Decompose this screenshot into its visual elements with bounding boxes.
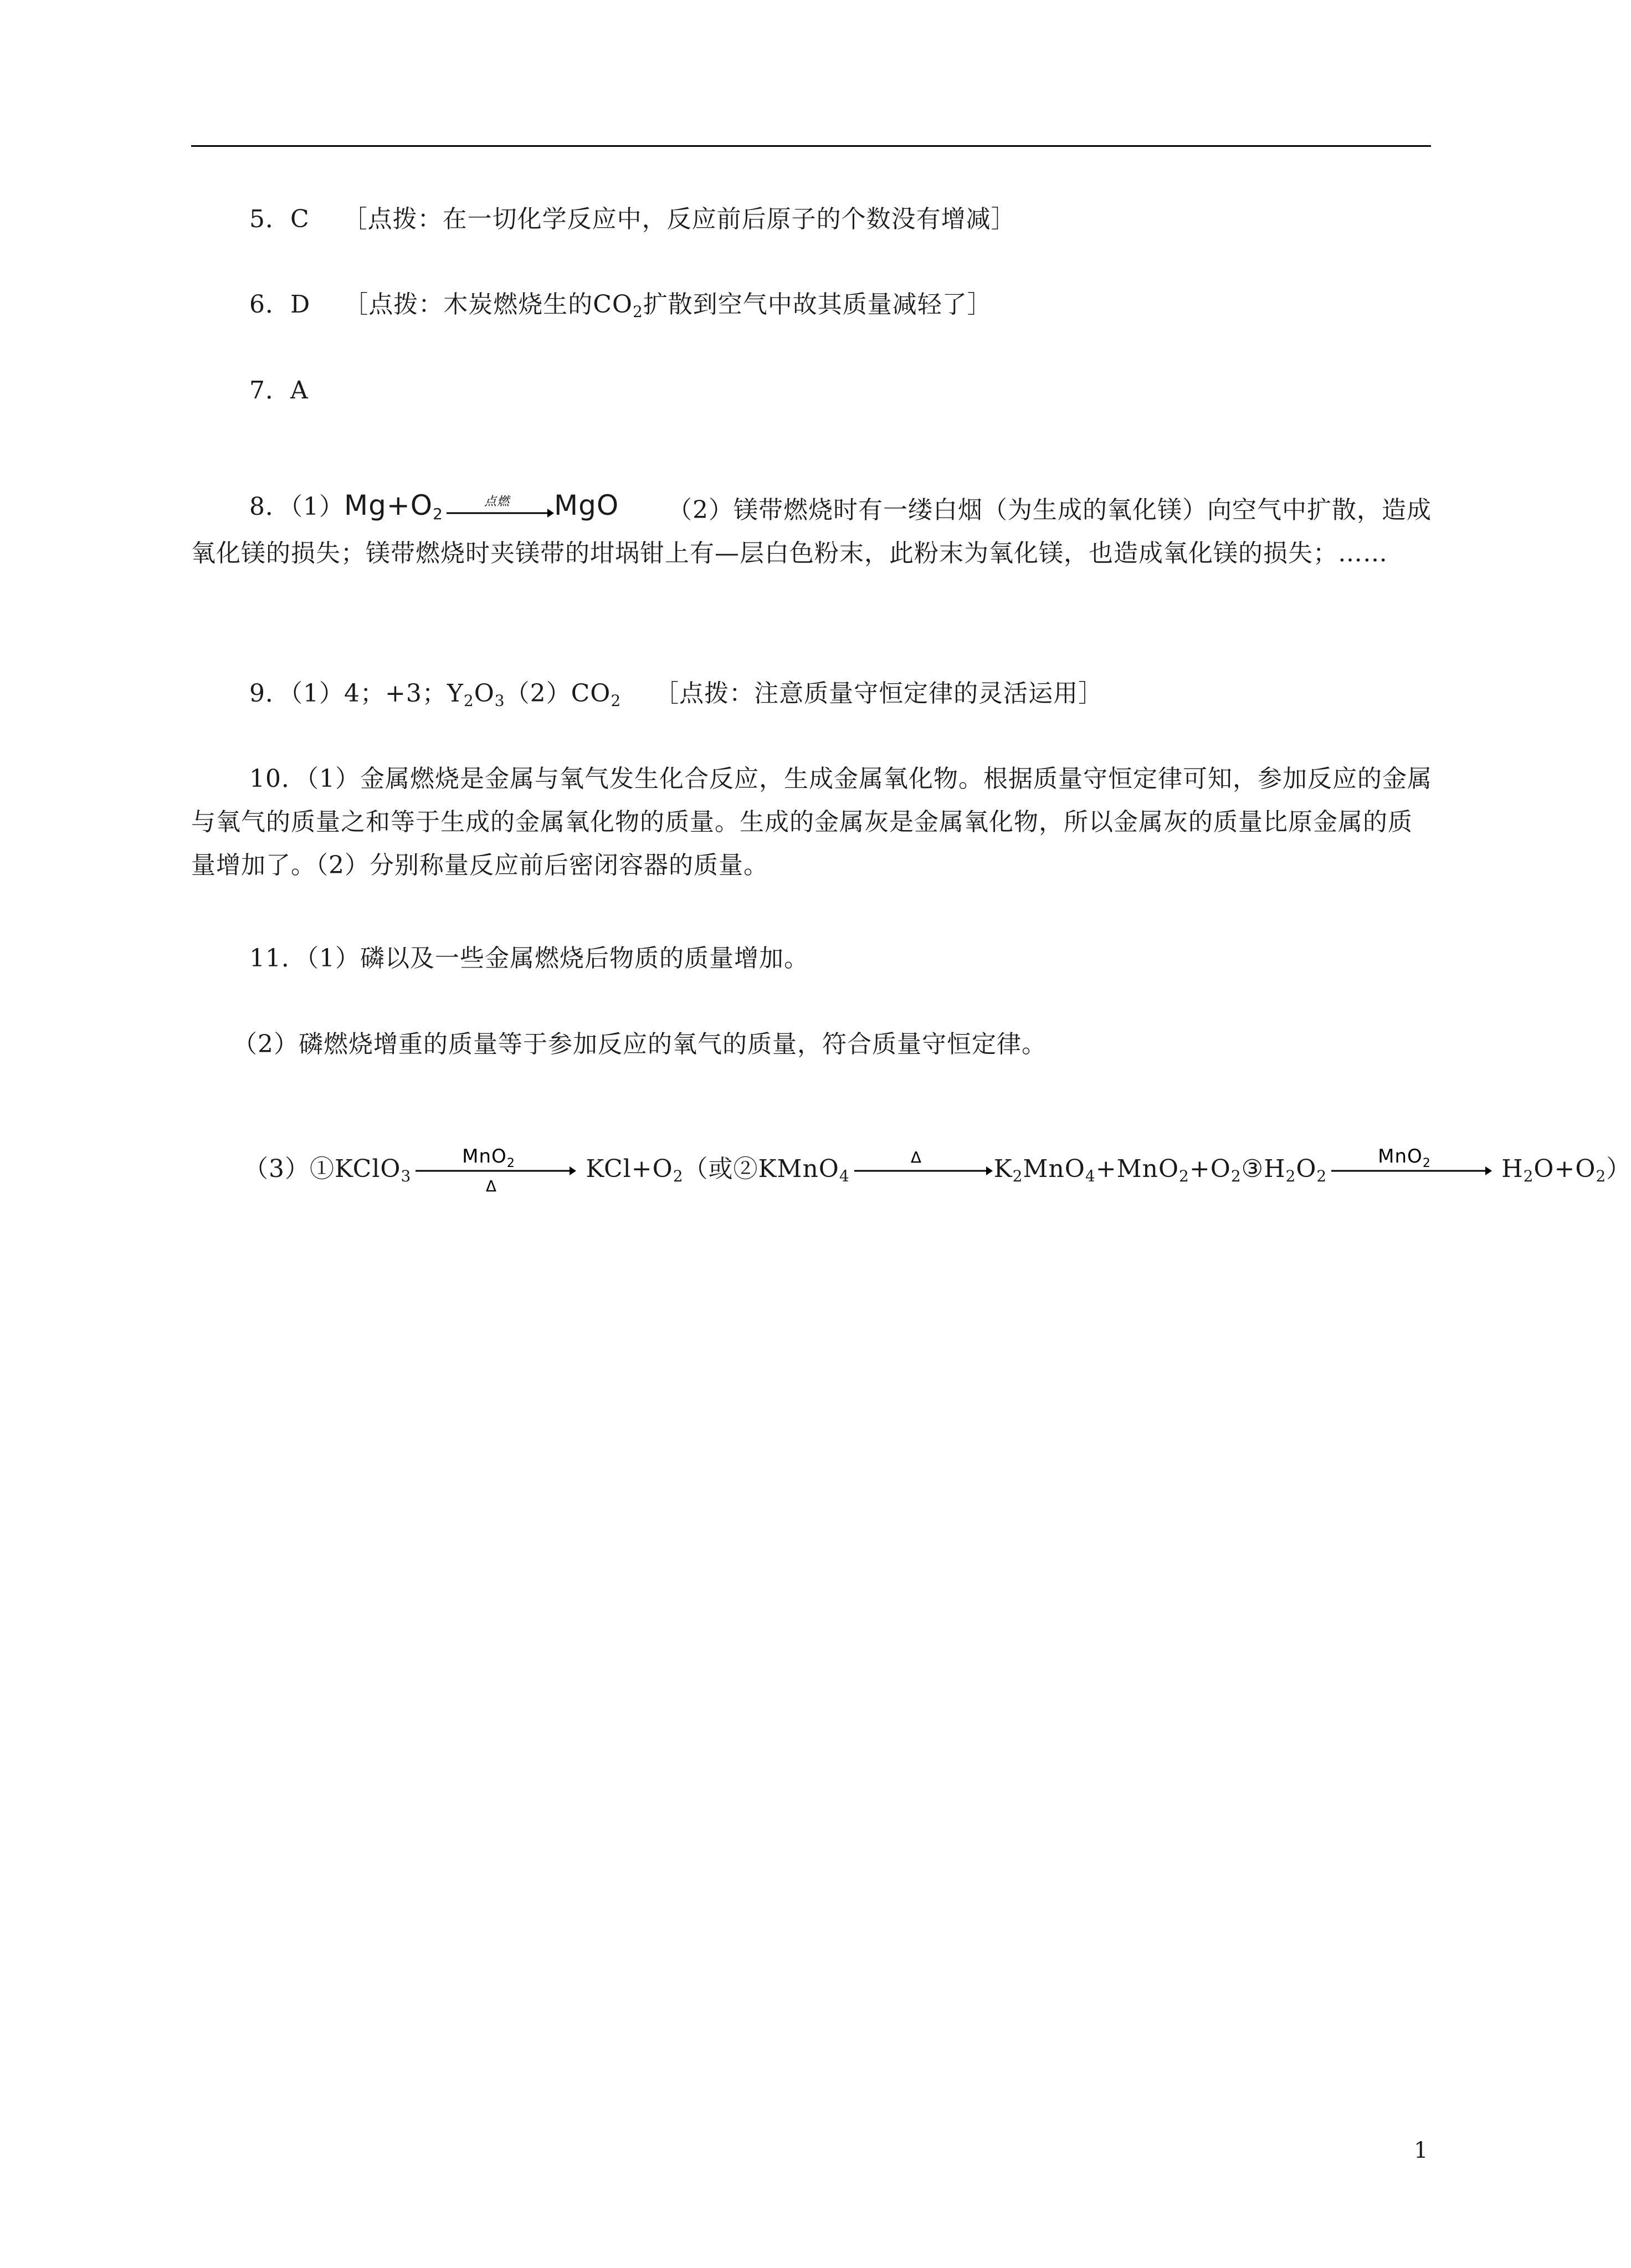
answer-9-o-sub: 3 [494, 692, 505, 710]
h2o2-sub-a: 2 [1285, 1167, 1296, 1185]
answer-5-number: 5．C [249, 205, 310, 233]
h2o2-sub-b: 2 [1316, 1167, 1327, 1185]
answer-9-o: O [474, 679, 495, 708]
h2o-sub: 2 [1523, 1167, 1534, 1185]
answer-11-part2 [233, 1028, 1047, 1061]
h2o-o2-sub: 2 [1596, 1167, 1607, 1185]
k2mno4-sub: 4 [1085, 1167, 1096, 1185]
condition-mno2-2-sub: 2 [1423, 1156, 1432, 1170]
answer-11-part1 [249, 942, 809, 975]
header-rule [191, 145, 1431, 147]
answer-10-text: 10．（1）金属燃烧是金属与氧气发生化合反应，生成金属氧化物。根据质量守恒定律可知，参加反应的金属与氧气的质量之和等于生成的金属氧化物的质量。生成的金属灰是金属氧化物，所以金属灰的质量比原金属的质量增加了。（2）分别称量反应前后密闭容器的质量。 [191, 765, 1432, 879]
answer-8-number: 8．（1） [249, 493, 344, 521]
answer-10 [191, 757, 1432, 887]
answer-6-sub: 2 [632, 303, 643, 321]
kclo3-label: （3）①KClO [244, 1155, 401, 1183]
mg-equation-left-sub: 2 [433, 505, 443, 523]
mg-equation-right: MgO [553, 489, 619, 521]
k2mno4-k: K [993, 1155, 1013, 1183]
mno2-product: +MnO [1095, 1155, 1179, 1183]
answer-9 [249, 677, 1103, 710]
answer-9-hint: ［点拨：注意质量守恒定律的灵活运用］ [654, 679, 1104, 708]
close-paren: ） [1606, 1155, 1631, 1183]
reaction-arrow-mno2-heat [411, 1140, 577, 1201]
mg-equation-left: Mg+O [344, 489, 433, 521]
answer-11-part1-text: 11．（1）磷以及一些金属燃烧后物质的质量增加。 [249, 944, 809, 972]
k2mno4-k-sub: 2 [1012, 1167, 1023, 1185]
answer-11-part3 [244, 1136, 1631, 1202]
answer-7-number: 7．A [249, 376, 309, 405]
h2o-o: O+O [1533, 1155, 1596, 1183]
svg-text:MnO2 [463, 1145, 516, 1170]
page-number: 1 [1414, 2138, 1428, 2163]
answer-11-part2-text: （2）磷燃烧增重的质量等于参加反应的氧气的质量，符合质量守恒定律。 [233, 1030, 1047, 1058]
answer-5 [249, 203, 1016, 236]
answer-6-hint-b: 扩散到空气中故其质量减轻了］ [643, 290, 992, 319]
reaction-condition-ignite: 点燃 [484, 494, 510, 509]
kmno4-label: （或②KMnO [683, 1155, 839, 1183]
condition-mno2-sub: 2 [507, 1156, 516, 1170]
answer-8-text [191, 489, 1432, 575]
answer-9-y-sub: 2 [463, 692, 474, 710]
answer-9-co-sub: 2 [611, 692, 622, 710]
o2-product: +O [1189, 1155, 1231, 1183]
reaction-arrow-heat [850, 1140, 994, 1201]
answer-8-explanation: （2）镁带燃烧时有一缕白烟（为生成的氧化镁）向空气中扩散，造成氧化镁的损失；镁带燃烧时夹镁带的坩埚钳上有—层白色粉末，此粉末为氧化镁，也造成氧化镁的损失；…… [191, 496, 1432, 567]
o2-product-sub: 2 [1230, 1167, 1242, 1185]
condition-mno2-2: MnO [1378, 1145, 1423, 1168]
kmno4-sub: 4 [839, 1167, 850, 1185]
kclo3-sub: 3 [401, 1167, 412, 1185]
h2o2-o: O [1296, 1155, 1317, 1183]
answer-9-number: 9．（1）4；+3；Y [249, 679, 464, 708]
h2o-h: H [1501, 1155, 1524, 1183]
k2mno4-mno: MnO [1023, 1155, 1085, 1183]
answer-7 [249, 374, 309, 407]
kcl-product: KCl+O [586, 1155, 673, 1183]
answer-6 [249, 288, 992, 321]
reaction-arrow-mno2 [1327, 1140, 1493, 1201]
answer-6-hint-a: ［点拨：木炭燃烧生的 [343, 290, 593, 319]
answer-5-hint: ［点拨：在一切化学反应中，反应前后原子的个数没有增减］ [342, 205, 1016, 233]
condition-heat: Δ [486, 1176, 497, 1195]
h2o2-label: ③H [1241, 1155, 1286, 1183]
mno2-product-sub: 2 [1179, 1167, 1189, 1185]
svg-text:MnO2 [1378, 1145, 1431, 1170]
answer-6-number: 6．D [249, 290, 311, 319]
answer-6-co: CO [593, 290, 633, 319]
kcl-o2-sub: 2 [673, 1167, 684, 1185]
condition-mno2: MnO [462, 1145, 507, 1168]
answer-9-part2: （2）CO [505, 679, 611, 708]
condition-heat-2: Δ [910, 1148, 922, 1166]
